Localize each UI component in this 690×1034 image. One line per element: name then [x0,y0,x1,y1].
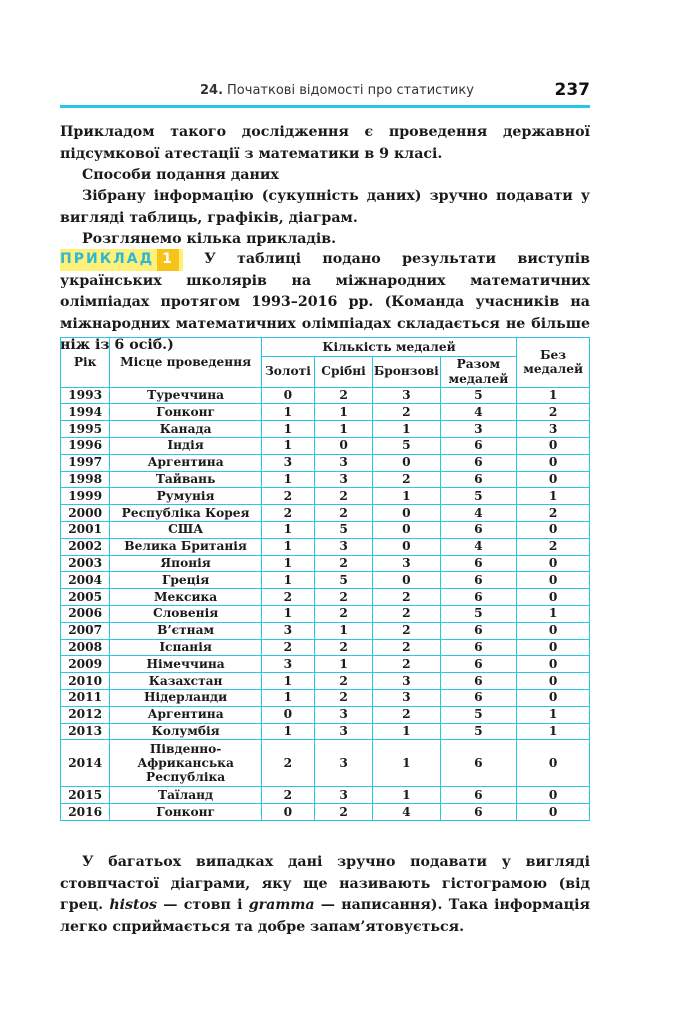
header-gold: Золоті [261,357,314,388]
cell-silver: 2 [314,804,372,821]
cell-year: 1995 [61,421,110,438]
cell-year: 1993 [61,387,110,404]
cell-year: 1996 [61,437,110,454]
cell-year: 2012 [61,706,110,723]
conclusion-part2: яку ще називають [250,875,442,892]
table-row [61,723,590,740]
cell-total: 6 [440,656,517,673]
table-row [61,488,590,505]
cell-no-medals: 1 [517,488,590,505]
cell-total: 5 [440,605,517,622]
cell-no-medals: 0 [517,639,590,656]
term-histogram: гістограмою [441,875,547,892]
header-medals: Кількість медалей [261,338,516,357]
cell-silver: 1 [314,622,372,639]
cell-year: 2006 [61,605,110,622]
header-silver: Срібні [314,357,372,388]
cell-silver: 3 [314,723,372,740]
table-row [61,740,590,787]
cell-no-medals: 0 [517,572,590,589]
cell-total: 5 [440,488,517,505]
cell-year: 2014 [61,740,110,787]
cell-bronze: 0 [373,572,440,589]
intro-paragraph: Прикладом такого дослідження є проведення державної підсумкової атестації з математики в 9 класі. [60,124,590,162]
cell-total: 5 [440,723,517,740]
cell-silver: 5 [314,572,372,589]
cell-no-medals: 2 [517,538,590,555]
cell-bronze: 2 [373,622,440,639]
cell-year: 2009 [61,656,110,673]
cell-bronze: 0 [373,538,440,555]
cell-no-medals: 0 [517,689,590,706]
cell-year: 1999 [61,488,110,505]
cell-gold: 3 [261,656,314,673]
cell-place: Гонконг [110,404,262,421]
cell-year: 2011 [61,689,110,706]
cell-total: 4 [440,505,517,522]
cell-no-medals: 0 [517,454,590,471]
cell-place: Нідерланди [110,689,262,706]
conclusion-part1: У багатьох випадках дані зручно подавати у вигляді [82,854,590,870]
conclusion-paragraph [60,852,590,938]
cell-no-medals: 0 [517,471,590,488]
cell-bronze: 1 [373,787,440,804]
cell-total: 3 [440,421,517,438]
cell-gold: 1 [261,521,314,538]
cell-bronze: 2 [373,605,440,622]
cell-year: 1997 [61,454,110,471]
cell-place: Румунія [110,488,262,505]
cell-no-medals: 0 [517,656,590,673]
cell-no-medals: 0 [517,622,590,639]
cell-year: 2010 [61,673,110,690]
cell-silver: 2 [314,505,372,522]
cell-place: Словенія [110,605,262,622]
cell-place: Колумбія [110,723,262,740]
cell-total: 4 [440,404,517,421]
cell-total: 6 [440,787,517,804]
cell-place: Аргентина [110,454,262,471]
table-body [61,387,590,820]
cell-place: Республіка Корея [110,505,262,522]
cell-year: 2007 [61,622,110,639]
cell-gold: 2 [261,639,314,656]
cell-year: 2016 [61,804,110,821]
ways-paragraph: Зібрану інформацію (сукупність даних) зручно подавати у вигляді таблиць, графіків, діаграм. [60,188,590,226]
cell-gold: 1 [261,437,314,454]
cell-bronze: 3 [373,689,440,706]
cell-no-medals: 0 [517,521,590,538]
cell-bronze: 2 [373,706,440,723]
cell-no-medals: 0 [517,787,590,804]
header-rule [60,105,590,108]
cell-gold: 1 [261,538,314,555]
cell-gold: 1 [261,605,314,622]
cell-silver: 3 [314,454,372,471]
cell-gold: 2 [261,787,314,804]
table-row [61,505,590,522]
cell-no-medals: 2 [517,505,590,522]
cell-place: Індія [110,437,262,454]
cell-gold: 2 [261,505,314,522]
cell-bronze: 1 [373,488,440,505]
cell-silver: 0 [314,437,372,454]
cell-place: Тайвань [110,471,262,488]
cell-gold: 0 [261,387,314,404]
term-bar-chart: стовпчастої діаграми, [60,875,251,892]
cell-silver: 3 [314,787,372,804]
cell-bronze: 1 [373,723,440,740]
cell-bronze: 3 [373,673,440,690]
cell-year: 2005 [61,589,110,606]
cell-year: 2001 [61,521,110,538]
cell-bronze: 3 [373,387,440,404]
section-heading: Способи подання даних [82,167,279,183]
example-label: ПРИКЛАД [60,251,155,267]
table-row [61,689,590,706]
table-row [61,605,590,622]
cell-place: Мексика [110,589,262,606]
cell-year: 2000 [61,505,110,522]
cell-silver: 2 [314,555,372,572]
cell-year: 1998 [61,471,110,488]
table-row [61,471,590,488]
cell-total: 5 [440,706,517,723]
cell-place: США [110,521,262,538]
table-row [61,404,590,421]
cell-gold: 2 [261,488,314,505]
cell-total: 6 [440,740,517,787]
cell-gold: 1 [261,471,314,488]
cell-bronze: 0 [373,521,440,538]
conclusion-part3: (від грец. [60,875,590,913]
table-row [61,454,590,471]
table-row [61,572,590,589]
cell-place: Казахстан [110,673,262,690]
cell-total: 6 [440,689,517,706]
cell-total: 6 [440,437,517,454]
cell-total: 6 [440,521,517,538]
cell-place: Іспанія [110,639,262,656]
cell-gold: 1 [261,723,314,740]
cell-bronze: 2 [373,404,440,421]
cell-place: В’єтнам [110,622,262,639]
cell-bronze: 1 [373,421,440,438]
cell-bronze: 0 [373,505,440,522]
cell-bronze: 3 [373,555,440,572]
cell-year: 2013 [61,723,110,740]
cell-silver: 2 [314,488,372,505]
conclusion-part4: — стовп і [157,897,249,913]
table-row [61,656,590,673]
cell-silver: 3 [314,538,372,555]
header-year: Рік [61,338,110,388]
cell-year: 2008 [61,639,110,656]
page-header [60,80,590,106]
cell-place: Греція [110,572,262,589]
word-gramma: gramma [248,897,315,913]
table-row [61,589,590,606]
table-row [61,804,590,821]
cell-total: 6 [440,454,517,471]
page-number: 237 [554,80,590,100]
example-text: У таблиці подано результати виступів українських школярів на міжнародних математичних олімпіадах протягом 1993–2016 рр. (Команда учасників на міжнародних математичних олімпіадах складається не більше ніж із 6 осіб.) [60,251,590,353]
cell-silver: 2 [314,387,372,404]
cell-gold: 3 [261,622,314,639]
cell-silver: 2 [314,673,372,690]
cell-no-medals: 3 [517,421,590,438]
cell-gold: 1 [261,404,314,421]
cell-year: 2003 [61,555,110,572]
cell-no-medals: 0 [517,740,590,787]
header-place: Місце проведення [110,338,262,388]
cell-total: 5 [440,387,517,404]
cell-gold: 1 [261,689,314,706]
cell-bronze: 2 [373,639,440,656]
cell-silver: 5 [314,521,372,538]
cell-bronze: 1 [373,740,440,787]
table-row [61,555,590,572]
cell-no-medals: 0 [517,804,590,821]
cell-silver: 2 [314,589,372,606]
table-row [61,639,590,656]
cell-total: 6 [440,471,517,488]
cell-total: 4 [440,538,517,555]
cell-total: 6 [440,804,517,821]
cell-no-medals: 1 [517,387,590,404]
chapter-number: 24. [200,83,224,98]
cell-bronze: 2 [373,656,440,673]
cell-no-medals: 0 [517,589,590,606]
cell-total: 6 [440,555,517,572]
cell-place: Гонконг [110,804,262,821]
cell-bronze: 4 [373,804,440,821]
cell-place: Туреччина [110,387,262,404]
cell-silver: 2 [314,639,372,656]
table-row [61,706,590,723]
header-total: Разом медалей [440,357,517,388]
cell-place: Японія [110,555,262,572]
cell-year: 2002 [61,538,110,555]
cell-no-medals: 2 [517,404,590,421]
cell-bronze: 0 [373,454,440,471]
table-row [61,538,590,555]
cell-silver: 1 [314,421,372,438]
table-row [61,673,590,690]
cell-bronze: 2 [373,471,440,488]
examples-intro: Розглянемо кілька прикладів. [82,231,337,247]
cell-gold: 0 [261,804,314,821]
cell-place: Канада [110,421,262,438]
cell-no-medals: 0 [517,673,590,690]
conclusion-part5: — написання). Така інформація легко сприймається та добре запам’ятовується. [60,897,590,935]
table-row [61,387,590,404]
header-bronze: Бронзові [373,357,440,388]
cell-silver: 2 [314,689,372,706]
table-row [61,787,590,804]
chapter-heading [200,83,474,98]
cell-place: Велика Британія [110,538,262,555]
table-row [61,421,590,438]
cell-year: 1994 [61,404,110,421]
example-badge [60,249,183,271]
cell-gold: 0 [261,706,314,723]
cell-silver: 3 [314,740,372,787]
cell-year: 2004 [61,572,110,589]
cell-silver: 1 [314,656,372,673]
cell-no-medals: 0 [517,555,590,572]
cell-total: 6 [440,673,517,690]
cell-bronze: 2 [373,589,440,606]
chapter-title: Початкові відомості про статистику [227,83,474,98]
cell-gold: 1 [261,673,314,690]
cell-no-medals: 1 [517,605,590,622]
cell-place: Аргентина [110,706,262,723]
cell-gold: 1 [261,555,314,572]
table-row [61,437,590,454]
cell-gold: 1 [261,572,314,589]
header-no-medals: Без медалей [517,338,590,388]
table-row [61,622,590,639]
cell-total: 6 [440,589,517,606]
cell-no-medals: 1 [517,723,590,740]
cell-no-medals: 0 [517,437,590,454]
cell-total: 6 [440,639,517,656]
cell-bronze: 5 [373,437,440,454]
cell-gold: 2 [261,740,314,787]
cell-silver: 3 [314,706,372,723]
cell-no-medals: 1 [517,706,590,723]
cell-silver: 3 [314,471,372,488]
cell-total: 6 [440,572,517,589]
cell-silver: 1 [314,404,372,421]
olympiad-results-table [60,337,590,821]
table-row [61,521,590,538]
cell-place: Таїланд [110,787,262,804]
cell-gold: 1 [261,421,314,438]
cell-total: 6 [440,622,517,639]
cell-gold: 2 [261,589,314,606]
cell-place: Південно-Африканська Республіка [110,740,262,787]
cell-place: Німеччина [110,656,262,673]
example-number: 1 [157,249,179,271]
cell-gold: 3 [261,454,314,471]
word-histos: histos [109,897,158,913]
cell-silver: 2 [314,605,372,622]
cell-year: 2015 [61,787,110,804]
